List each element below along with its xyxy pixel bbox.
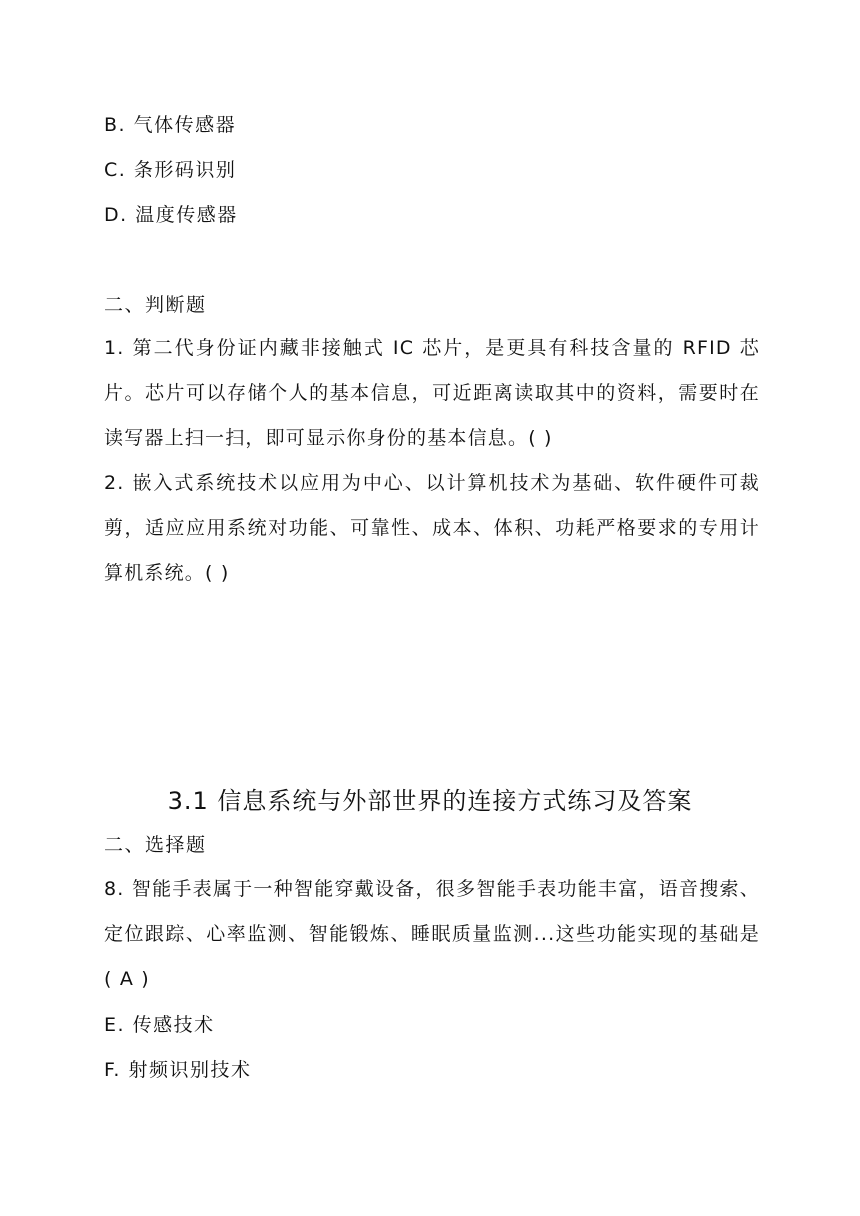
- option-d: D. 温度传感器: [104, 204, 238, 226]
- judge-question-2: 2. 嵌入式系统技术以应用为中心、以计算机技术为基础、软件硬件可裁剪，适应应用系统对功能、可靠性、成本、体积、功耗严格要求的专用计算机系统。( ): [104, 472, 760, 584]
- option-e: E. 传感技术: [104, 1014, 215, 1036]
- choice-section-heading: 二、选择题: [104, 834, 207, 856]
- document-title: 3.1 信息系统与外部世界的连接方式练习及答案: [167, 787, 693, 815]
- judge-section-heading: 二、判断题: [104, 294, 207, 316]
- judge-question-1: 1. 第二代身份证内藏非接触式 IC 芯片，是更具有科技含量的 RFID 芯片。芯片可以存储个人的基本信息，可近距离读取其中的资料，需要时在读写器上扫一扫，即可显示你身份的基本信息。( ): [104, 337, 760, 449]
- option-b: B. 气体传感器: [104, 114, 237, 136]
- option-c: C. 条形码识别: [104, 159, 237, 181]
- choice-question-8: 8. 智能手表属于一种智能穿戴设备，很多智能手表功能丰富，语音搜索、定位跟踪、心率监测、智能锻炼、睡眠质量监测...这些功能实现的基础是 ( A ): [104, 878, 760, 990]
- option-f: F. 射频识别技术: [104, 1059, 252, 1081]
